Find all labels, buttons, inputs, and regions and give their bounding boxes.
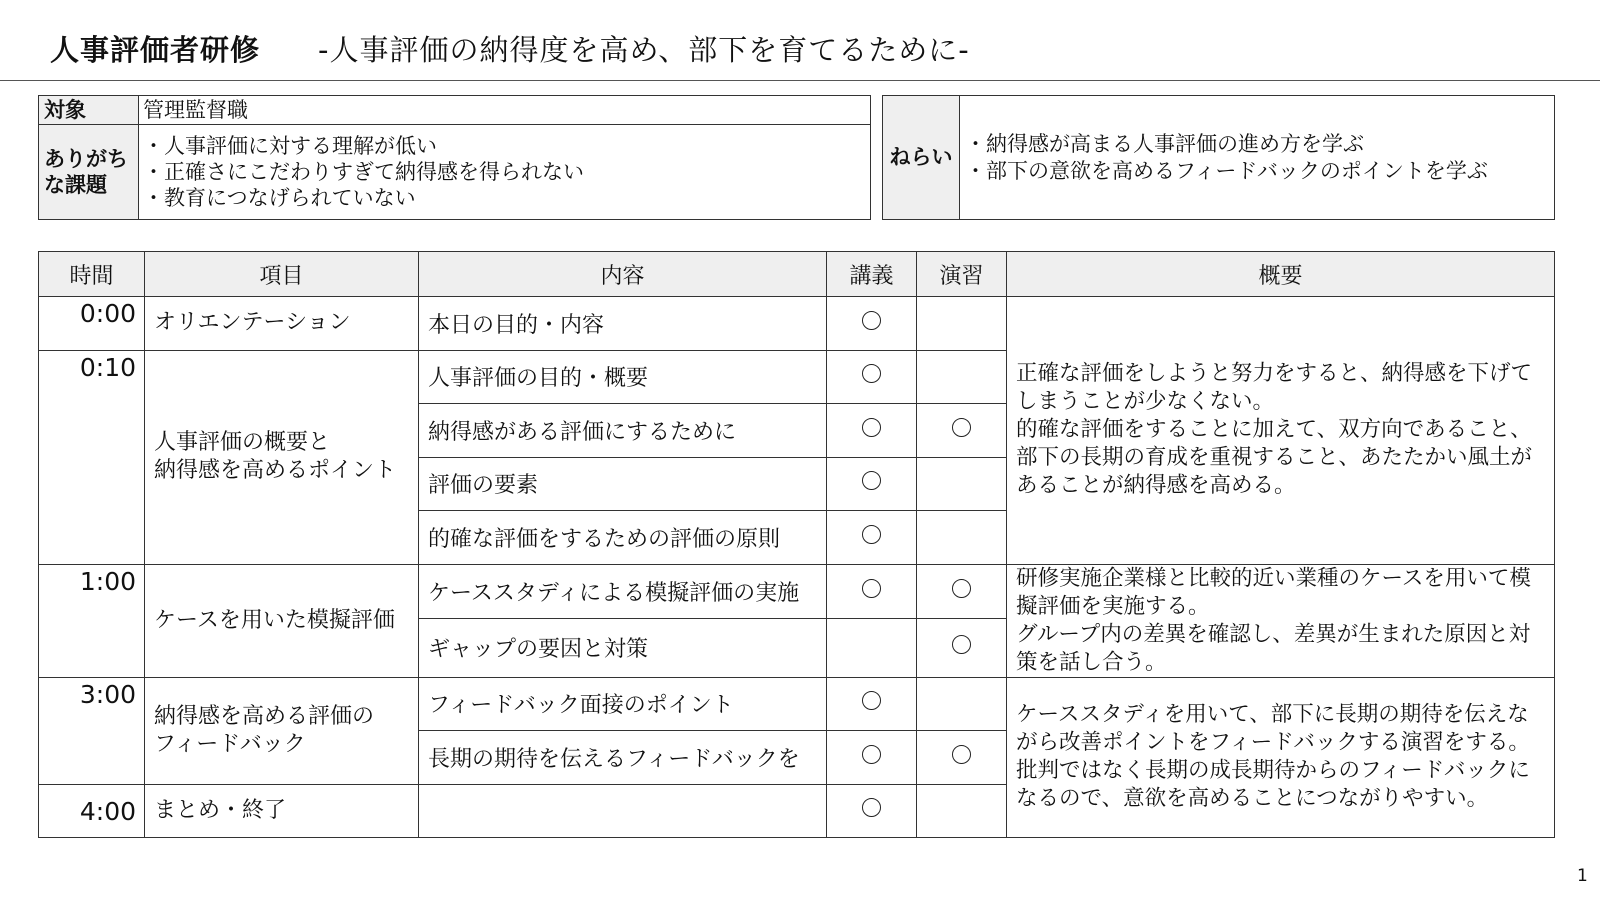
info-table-target bbox=[38, 95, 871, 220]
page-title: 人事評価者研修 bbox=[50, 33, 261, 67]
item-cell: オリエンテーション bbox=[145, 297, 419, 351]
lecture-cell bbox=[827, 457, 917, 511]
content-cell: 人事評価の目的・概要 bbox=[419, 350, 827, 404]
header-exercise: 演習 bbox=[917, 252, 1007, 297]
lecture-cell bbox=[827, 618, 917, 677]
circle-mark-icon bbox=[862, 418, 881, 437]
exercise-cell bbox=[917, 677, 1007, 731]
content-cell: 納得感がある評価にするために bbox=[419, 404, 827, 458]
circle-mark-icon bbox=[862, 311, 881, 330]
exercise-cell bbox=[917, 564, 1007, 618]
time-cell: 0:00 bbox=[39, 297, 145, 351]
circle-mark-icon bbox=[952, 745, 971, 764]
issue-item: ・正確さにこだわりすぎて納得感を得られない bbox=[143, 160, 584, 184]
info-table-aim bbox=[882, 95, 1555, 220]
issue-item: ・人事評価に対する理解が低い bbox=[143, 134, 437, 158]
table-row bbox=[39, 677, 1555, 731]
title-bar bbox=[0, 0, 1600, 81]
table-row bbox=[39, 564, 1555, 618]
time-cell: 1:00 bbox=[39, 564, 145, 677]
lecture-cell bbox=[827, 564, 917, 618]
aim-item: ・納得感が高まる人事評価の進め方を学ぶ bbox=[965, 131, 1364, 156]
lecture-cell bbox=[827, 297, 917, 351]
circle-mark-icon bbox=[862, 364, 881, 383]
time-cell: 3:00 bbox=[39, 677, 145, 784]
lecture-cell bbox=[827, 511, 917, 565]
circle-mark-icon bbox=[952, 635, 971, 654]
time-cell: 0:10 bbox=[39, 350, 145, 564]
item-cell: 納得感を高める評価の フィードバック bbox=[145, 677, 419, 784]
header-lecture: 講義 bbox=[827, 252, 917, 297]
page-number: 1 bbox=[1577, 866, 1588, 886]
lecture-cell bbox=[827, 731, 917, 785]
summary-cell: ケーススタディを用いて、部下に長期の期待を伝えながら改善ポイントをフィードバックする演習をする。批判ではなく長期の成長期待からのフィードバックになるので、意欲を高めることにつながりやすい。 bbox=[1007, 677, 1555, 838]
header-time: 時間 bbox=[39, 252, 145, 297]
content-cell bbox=[419, 784, 827, 838]
time-cell: 4:00 bbox=[39, 784, 145, 838]
exercise-cell bbox=[917, 457, 1007, 511]
summary-cell: 正確な評価をしようと努力をすると、納得感を下げてしまうことが少なくない。 的確な評価をすることに加えて、双方向であること、部下の長期の育成を重視すること、あたたかい風土があることが納得感を高める。 bbox=[1007, 297, 1555, 565]
exercise-cell bbox=[917, 618, 1007, 677]
issues-list bbox=[139, 125, 871, 220]
item-cell: ケースを用いた模擬評価 bbox=[145, 564, 419, 677]
circle-mark-icon bbox=[952, 418, 971, 437]
content-cell: 的確な評価をするための評価の原則 bbox=[419, 511, 827, 565]
schedule-table bbox=[38, 251, 1555, 838]
lecture-cell bbox=[827, 784, 917, 838]
header-content: 内容 bbox=[419, 252, 827, 297]
circle-mark-icon bbox=[862, 579, 881, 598]
issues-label: ありがち な課題 bbox=[39, 125, 139, 220]
circle-mark-icon bbox=[862, 525, 881, 544]
target-label: 対象 bbox=[39, 96, 139, 125]
aims-list bbox=[960, 96, 1555, 220]
circle-mark-icon bbox=[862, 798, 881, 817]
exercise-cell bbox=[917, 784, 1007, 838]
summary-cell: 研修実施企業様と比較的近い業種のケースを用いて模擬評価を実施する。 グループ内の差異を確認し、差異が生まれた原因と対策を話し合う。 bbox=[1007, 564, 1555, 677]
content-cell: フィードバック面接のポイント bbox=[419, 677, 827, 731]
item-cell: まとめ・終了 bbox=[145, 784, 419, 838]
circle-mark-icon bbox=[862, 745, 881, 764]
exercise-cell bbox=[917, 511, 1007, 565]
content-cell: 長期の期待を伝えるフィードバックを bbox=[419, 731, 827, 785]
aim-item: ・部下の意欲を高めるフィードバックのポイントを学ぶ bbox=[965, 158, 1488, 183]
content-cell: ギャップの要因と対策 bbox=[419, 618, 827, 677]
lecture-cell bbox=[827, 677, 917, 731]
lecture-cell bbox=[827, 350, 917, 404]
exercise-cell bbox=[917, 731, 1007, 785]
exercise-cell bbox=[917, 404, 1007, 458]
lecture-cell bbox=[827, 404, 917, 458]
exercise-cell bbox=[917, 350, 1007, 404]
target-value: 管理監督職 bbox=[139, 96, 871, 125]
item-cell: 人事評価の概要と 納得感を高めるポイント bbox=[145, 350, 419, 564]
content-cell: 評価の要素 bbox=[419, 457, 827, 511]
content-cell: 本日の目的・内容 bbox=[419, 297, 827, 351]
circle-mark-icon bbox=[952, 579, 971, 598]
table-row bbox=[39, 297, 1555, 351]
exercise-cell bbox=[917, 297, 1007, 351]
circle-mark-icon bbox=[862, 691, 881, 710]
content-cell: ケーススタディによる模擬評価の実施 bbox=[419, 564, 827, 618]
header-item: 項目 bbox=[145, 252, 419, 297]
page-subtitle: -人事評価の納得度を高め、部下を育てるために- bbox=[318, 33, 970, 67]
aim-label: ねらい bbox=[883, 96, 960, 220]
issue-item: ・教育につなげられていない bbox=[143, 186, 416, 210]
header-summary: 概要 bbox=[1007, 252, 1555, 297]
circle-mark-icon bbox=[862, 471, 881, 490]
